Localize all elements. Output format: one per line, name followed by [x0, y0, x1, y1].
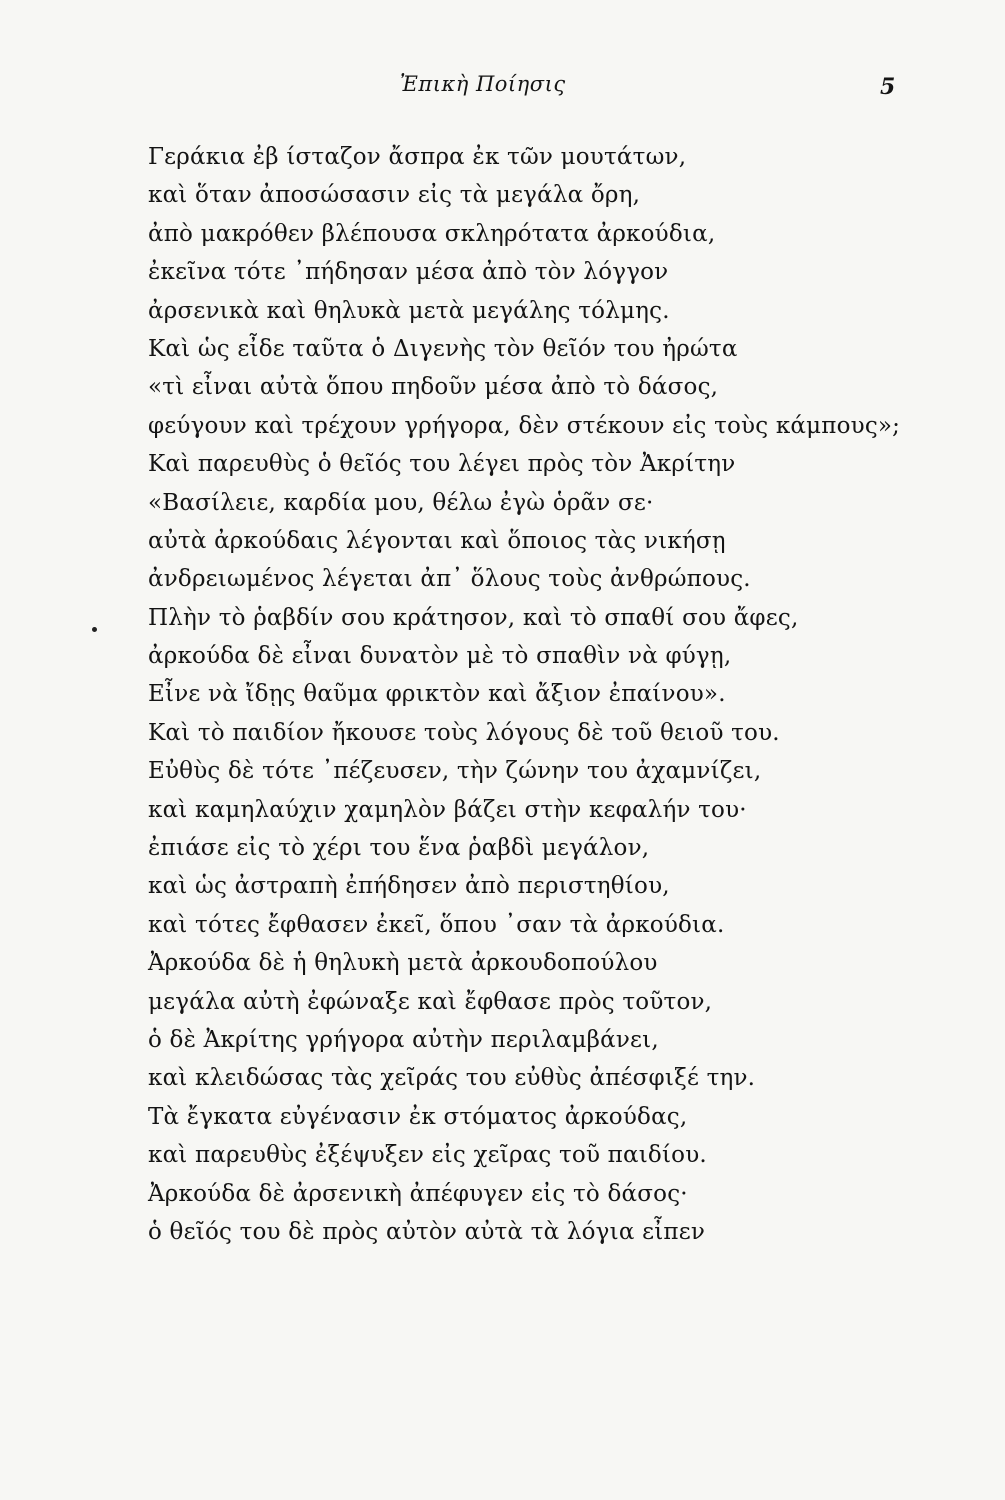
poem-line: ἀρσενικὰ καὶ θηλυκὰ μετὰ μεγάλης τόλμης. [148, 297, 670, 324]
poem-line: Καὶ παρευθὺς ὁ θεῖός του λέγει πρὸς τὸν Ἀκρίτην [148, 451, 736, 478]
poem-line: ἐκεῖνα τότε ᾿πήδησαν μέσα ἀπὸ τὸν λόγγον [148, 259, 669, 286]
poem-line: μεγάλα αὐτὴ ἐφώναξε καὶ ἔφθασε πρὸς τοῦτον, [148, 988, 713, 1015]
running-title: Ἐπικὴ Ποίησις [400, 72, 566, 96]
poem-line: Καὶ τὸ παιδίον ἤκουσε τοὺς λόγους δὲ τοῦ θειοῦ του. [148, 719, 780, 746]
poem-line: Ἀρκούδα δὲ ἀρσενικὴ ἀπέφυγεν εἰς τὸ δάσος· [148, 1180, 688, 1207]
poem-line: καὶ ὡς ἀστραπὴ ἐπήδησεν ἀπὸ περιστηθίου, [148, 873, 670, 900]
poem-line: καὶ ὅταν ἀποσώσασιν εἰς τὰ μεγάλα ὄρη, [148, 182, 641, 209]
poem-line: καὶ καμηλαύχιν χαμηλὸν βάζει στὴν κεφαλήν του· [148, 796, 747, 823]
poem-line: ἀνδρειωμένος λέγεται ἀπ᾿ ὅλους τοὺς ἀνθρώπους. [148, 566, 751, 593]
poem-line: Πλὴν τὸ ῥαβδίν σου κράτησον, καὶ τὸ σπαθί σου ἄφες, [148, 604, 799, 631]
poem-line: ἐπιάσε εἰς τὸ χέρι του ἕνα ῥαβδὶ μεγάλον, [148, 835, 650, 862]
poem-line: ὁ δὲ Ἀκρίτης γρήγορα αὐτὴν περιλαμβάνει, [148, 1026, 659, 1053]
poem-line: καὶ παρευθὺς ἐξέψυξεν εἰς χεῖρας τοῦ παιδίου. [148, 1142, 707, 1169]
poem-text [148, 138, 948, 1251]
page-number: 5 [880, 74, 896, 100]
poem-line: Τὰ ἔγκατα εὐγένασιν ἐκ στόματος ἀρκούδας, [148, 1103, 688, 1130]
poem-line: ἀρκούδα δὲ εἶναι δυνατὸν μὲ τὸ σπαθὶν νὰ φύγῃ, [148, 643, 732, 670]
poem-line: Ἀρκούδα δὲ ἡ θηλυκὴ μετὰ ἀρκουδοπούλου [148, 950, 658, 977]
poem-line: καὶ τότες ἔφθασεν ἐκεῖ, ὅπου ᾿σαν τὰ ἀρκούδια. [148, 911, 725, 938]
poem-line: «Βασίλειε, καρδία μου, θέλω ἐγὼ ὁρᾶν σε· [148, 489, 654, 516]
poem-line: Γεράκια ἐβ ίσταζον ἄσπρα ἐκ τῶν μουτάτων, [148, 144, 687, 170]
poem-line: «τὶ εἶναι αὐτὰ ὅπου πηδοῦν μέσα ἀπὸ τὸ δάσος, [148, 374, 719, 401]
poem-line: καὶ κλειδώσας τὰς χεῖράς του εὐθὺς ἀπέσφιξέ την. [148, 1065, 756, 1092]
poem-line: Εἶνε νὰ ἴδῃς θαῦμα φρικτὸν καὶ ἄξιον ἐπαίνου». [148, 681, 726, 708]
poem-line: Καὶ ὡς εἶδε ταῦτα ὁ Διγενὴς τὸν θεῖόν του ἠρώτα [148, 335, 738, 362]
poem-line: Εὐθὺς δὲ τότε ᾿πέζευσεν, τὴν ζώνην του ἀχαμνίζει, [148, 758, 762, 785]
poem-line: φεύγουν καὶ τρέχουν γρήγορα, δὲν στέκουν εἰς τοὺς κάμπους»; [148, 412, 901, 439]
poem-line: αὐτὰ ἀρκούδαις λέγονται καὶ ὅποιος τὰς νικήσῃ [148, 527, 726, 554]
poem-line: ἀπὸ μακρόθεν βλέπουσα σκληρότατα ἀρκούδια, [148, 220, 716, 247]
margin-dot [92, 627, 97, 632]
running-header [0, 72, 1005, 104]
poem-line: ὁ θεῖός του δὲ πρὸς αὐτὸν αὐτὰ τὰ λόγια εἶπεν [148, 1218, 706, 1245]
